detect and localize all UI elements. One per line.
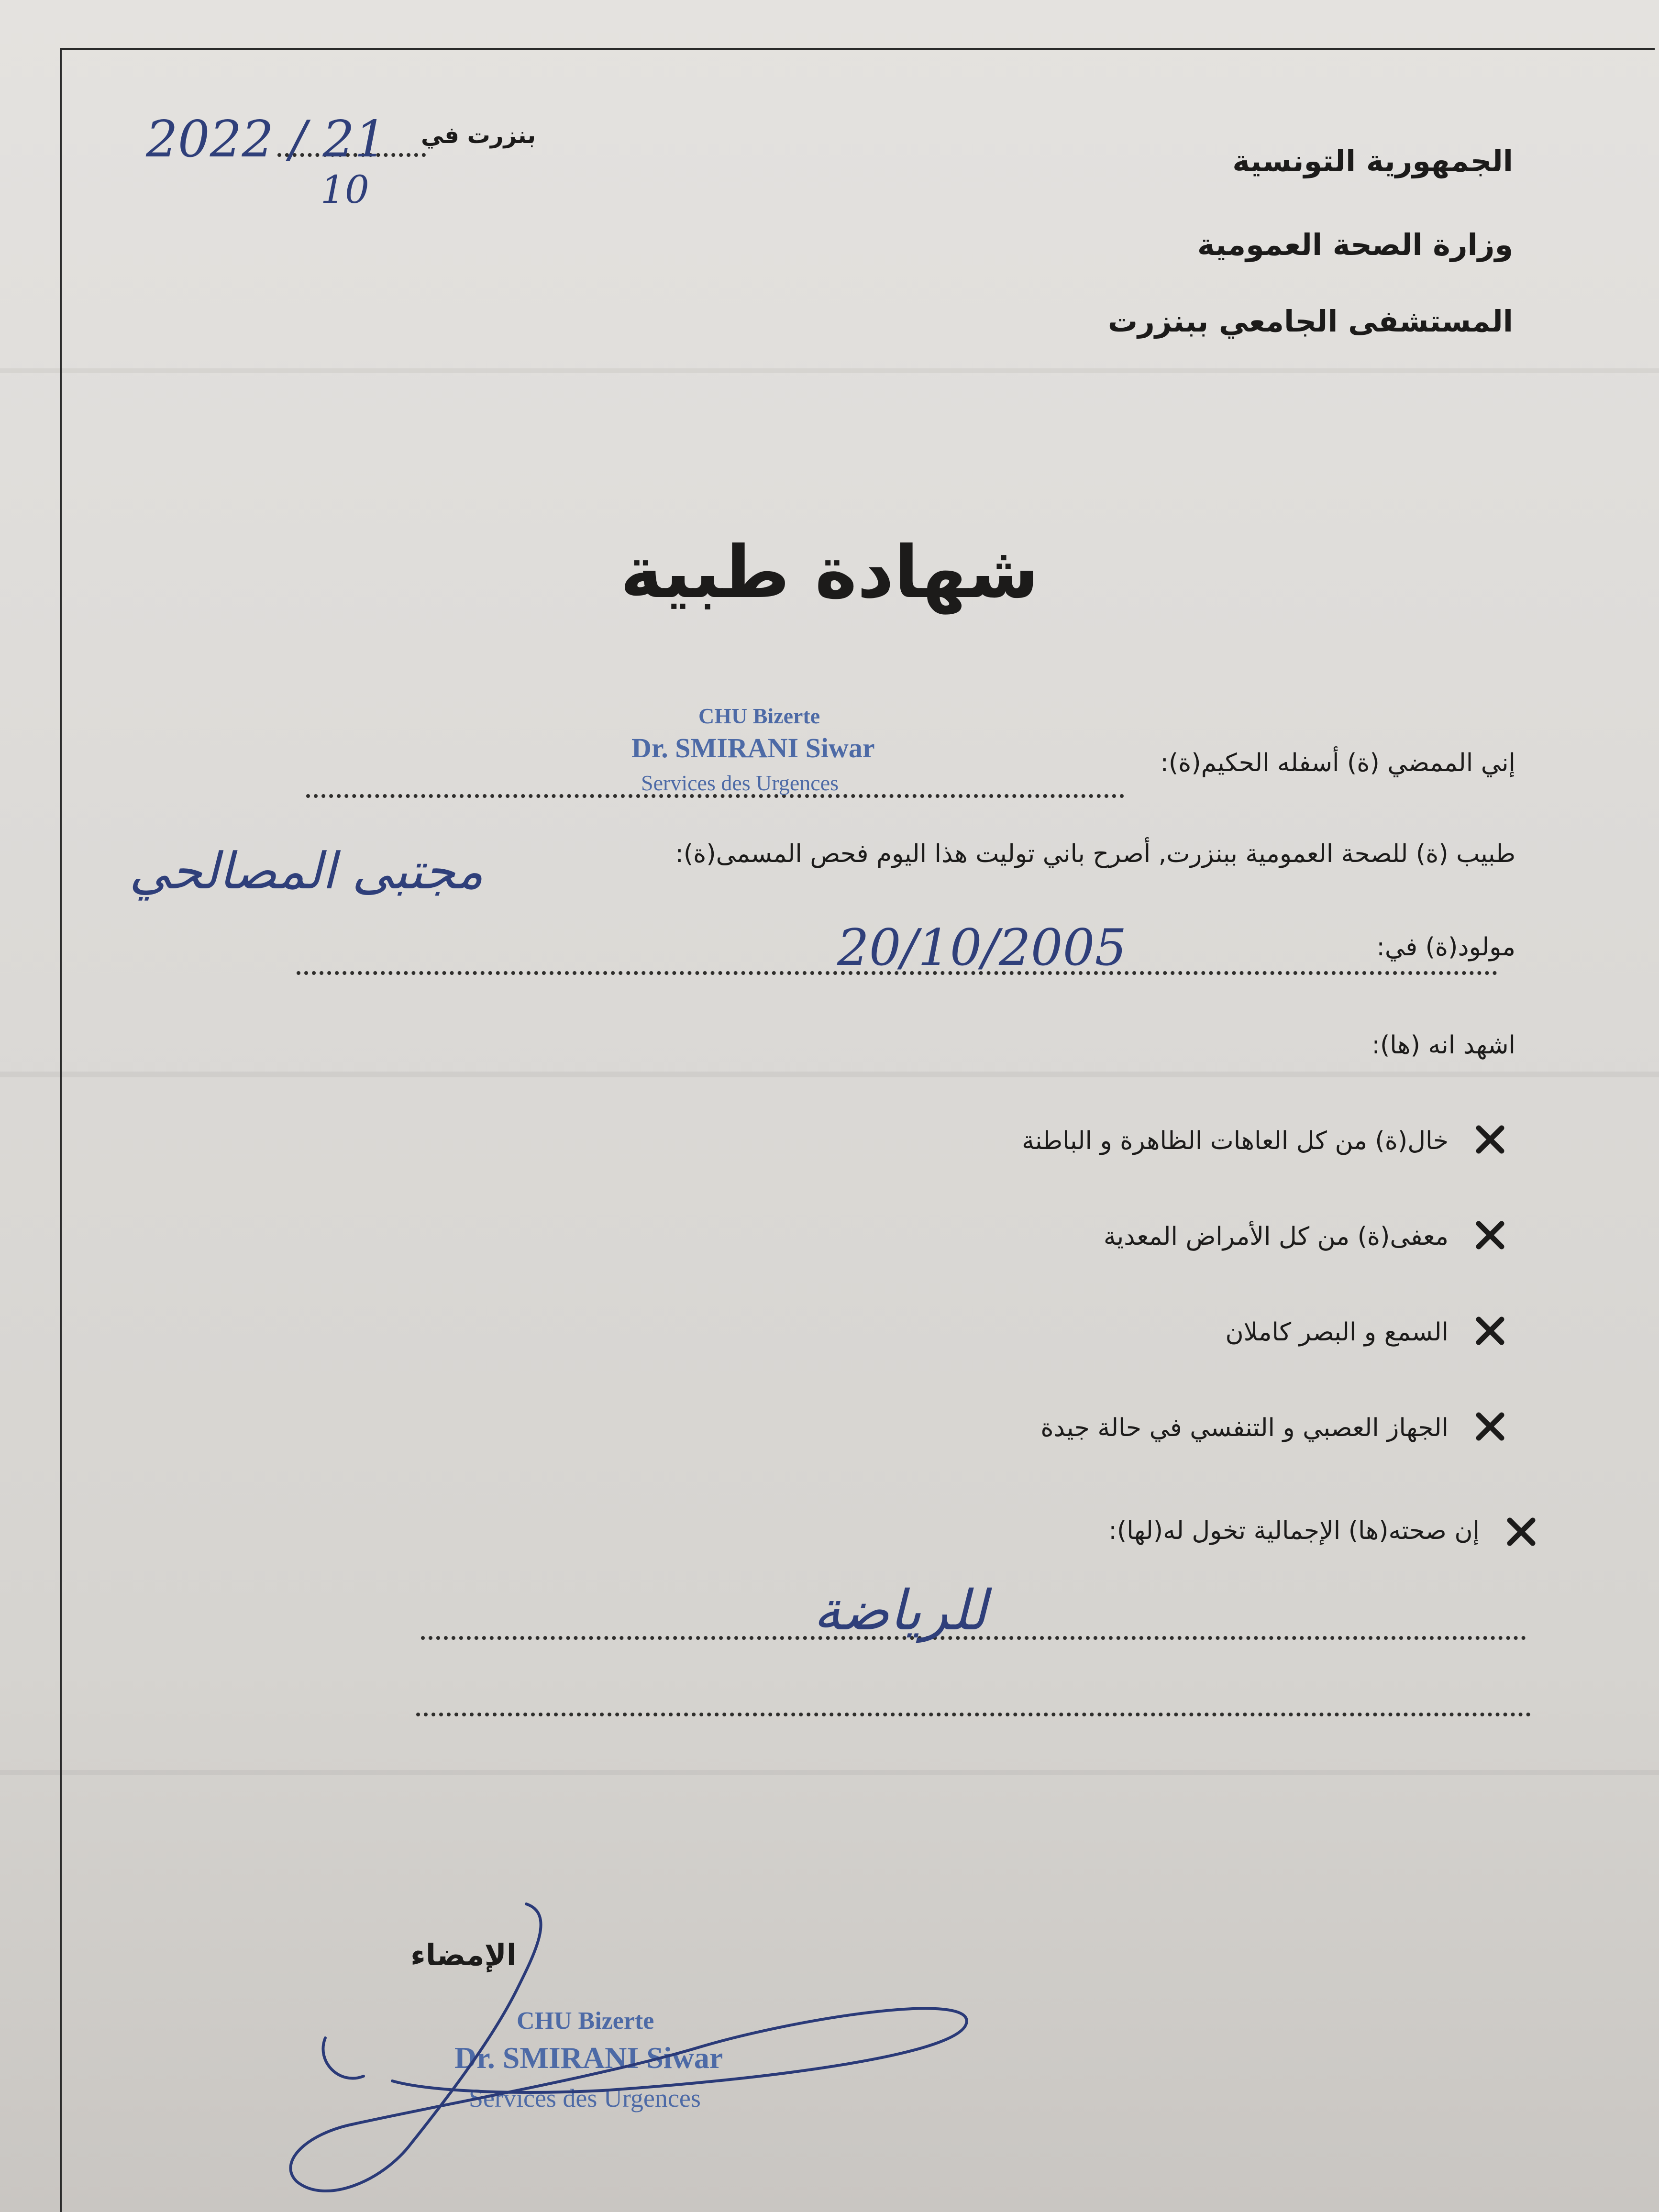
bottom-stamp-line-3: Services des Urgences xyxy=(469,2084,701,2112)
cross-mark-icon xyxy=(1476,1221,1504,1250)
signature-label: الإمضاء xyxy=(410,1937,517,1972)
declaration-line-2: طبيب (ة) للصحة العمومية ببنزرت, أصرح باني توليت هذا اليوم فحص المسمى(ة): xyxy=(675,840,1515,868)
ministry-heading: وزارة الصحة العمومية xyxy=(1197,227,1513,262)
hospital-heading: المستشفى الجامعي ببنزرت xyxy=(1107,304,1513,339)
cross-mark-icon xyxy=(1476,1412,1504,1441)
handwritten-birth-date: 20/10/2005 xyxy=(837,918,1127,977)
stamp-line-2: Dr. SMIRANI Siwar xyxy=(631,732,875,763)
checklist-item-text: معفى(ة) من كل الأمراض المعدية xyxy=(1103,1222,1449,1251)
signature-scribble xyxy=(268,1894,985,2210)
fitness-dotted-line-2 xyxy=(416,1713,1531,1716)
checklist-item-text: خال(ة) من كل العاهات الظاهرة و الباطنة xyxy=(1022,1127,1449,1155)
handwritten-date-month: 10 xyxy=(321,167,369,212)
checklist-item-text: السمع و البصر كاملان xyxy=(1225,1318,1449,1347)
handwritten-patient-name: مجتبى المصالحي xyxy=(129,842,484,900)
birth-date-label: مولود(ة) في: xyxy=(1376,933,1515,962)
handwritten-date: 2022 / 21 xyxy=(146,110,387,168)
attestation-label: اشهد انه (ها): xyxy=(1371,1031,1515,1060)
document-title: شهادة طبية xyxy=(620,531,1039,614)
bottom-stamp-line-1: CHU Bizerte xyxy=(517,2007,654,2035)
cross-mark-icon xyxy=(1476,1125,1504,1154)
stamp-line-1: CHU Bizerte xyxy=(698,704,820,728)
checklist-item-text: الجهاز العصبي و التنفسي في حالة جيدة xyxy=(1040,1414,1449,1442)
handwritten-fitness: للرياضة xyxy=(813,1579,987,1643)
republic-heading: الجمهورية التونسية xyxy=(1232,144,1513,178)
cross-mark-icon xyxy=(1507,1517,1536,1546)
checklist-item-text: إن صحته(ها) الإجمالية تخول له(لها): xyxy=(1108,1516,1480,1545)
cross-mark-icon xyxy=(1476,1316,1504,1345)
declaration-line-1: إني الممضي (ة) أسفله الحكيم(ة): xyxy=(1160,749,1515,777)
date-place-label: بنزرت في xyxy=(420,122,536,149)
stamp-line-3: Services des Urgences xyxy=(641,771,839,795)
bottom-stamp-line-2: Dr. SMIRANI Siwar xyxy=(454,2041,723,2075)
